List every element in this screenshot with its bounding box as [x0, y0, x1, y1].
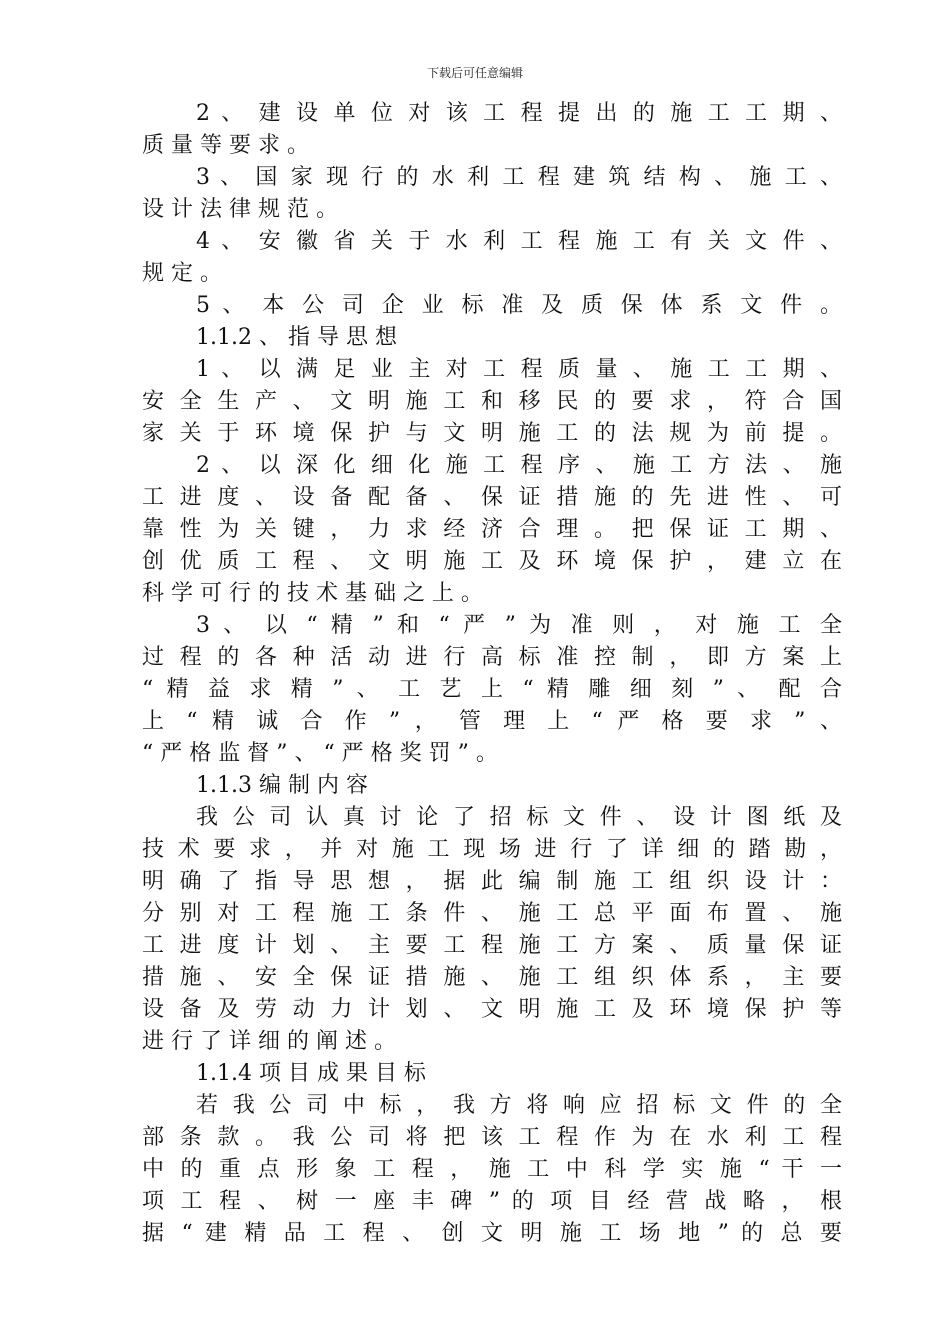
- body-line: 明 确 了 指 导 思 想 ， 据 此 编 制 施 工 组 织 设 计 ：: [142, 869, 842, 894]
- body-line: 4 、 安 徽 省 关 于 水 利 工 程 施 工 有 关 文 件 、: [196, 229, 842, 254]
- section-heading: 1.1.4 项 目 成 果 目 标: [196, 1061, 426, 1086]
- body-line: “ 严 格 监 督 ” 、 “ 严 格 奖 罚 ” 。: [142, 741, 498, 766]
- section-heading: 1.1.2 、 指 导 思 想: [196, 325, 397, 350]
- body-line: 质 量 等 要 求 。: [142, 133, 309, 158]
- page-header: 下载后可任意编辑: [426, 66, 523, 80]
- body-line: 2 、 建 设 单 位 对 该 工 程 提 出 的 施 工 工 期 、: [196, 101, 842, 126]
- body-line: 3 、 国 家 现 行 的 水 利 工 程 建 筑 结 构 、 施 工 、: [196, 165, 842, 190]
- body-line: 项 工 程 、 树 一 座 丰 碑 ” 的 项 目 经 营 战 略 ， 根: [142, 1189, 842, 1214]
- body-line: 规 定 。: [142, 261, 222, 286]
- body-line: 1 、 以 满 足 业 主 对 工 程 质 量 、 施 工 工 期 、: [196, 357, 842, 382]
- body-line: 分 别 对 工 程 施 工 条 件 、 施 工 总 平 面 布 置 、 施: [142, 901, 842, 926]
- body-line: 安 全 生 产 、 文 明 施 工 和 移 民 的 要 求 ， 符 合 国: [142, 389, 842, 414]
- body-line: 上 “ 精 诚 合 作 ” ， 管 理 上 “ 严 格 要 求 ” 、: [142, 709, 842, 734]
- body-line: 创 优 质 工 程 、 文 明 施 工 及 环 境 保 护 ， 建 立 在: [142, 549, 842, 574]
- body-line: 中 的 重 点 形 象 工 程 ， 施 工 中 科 学 实 施 “ 干 一: [142, 1157, 842, 1182]
- body-line: 3 、 以 “ 精 ” 和 “ 严 ” 为 准 则 ， 对 施 工 全: [196, 613, 842, 638]
- body-line: 进 行 了 详 细 的 阐 述 。: [142, 1029, 396, 1054]
- body-line: 设 计 法 律 规 范 。: [142, 197, 338, 222]
- body-line: 靠 性 为 关 键 ， 力 求 经 济 合 理 。 把 保 证 工 期 、: [142, 517, 842, 542]
- body-line: 工 进 度 计 划 、 主 要 工 程 施 工 方 案 、 质 量 保 证: [142, 933, 842, 958]
- section-heading: 1.1.3 编 制 内 容: [196, 773, 368, 798]
- body-line: 5 、 本 公 司 企 业 标 准 及 质 保 体 系 文 件 。: [196, 293, 842, 318]
- body-line: 设 备 及 劳 动 力 计 划 、 文 明 施 工 及 环 境 保 护 等: [142, 997, 842, 1022]
- body-line: 科 学 可 行 的 技 术 基 础 之 上 。: [142, 581, 483, 606]
- body-line: 过 程 的 各 种 活 动 进 行 高 标 准 控 制 ， 即 方 案 上: [142, 645, 842, 670]
- body-line: 家 关 于 环 境 保 护 与 文 明 施 工 的 法 规 为 前 提 。: [142, 421, 842, 446]
- body-line: 若 我 公 司 中 标 ， 我 方 将 响 应 招 标 文 件 的 全: [196, 1093, 842, 1118]
- body-line: 部 条 款 。 我 公 司 将 把 该 工 程 作 为 在 水 利 工 程: [142, 1125, 842, 1150]
- body-line: 工 进 度 、 设 备 配 备 、 保 证 措 施 的 先 进 性 、 可: [142, 485, 842, 510]
- body-line: “ 精 益 求 精 ” 、 工 艺 上 “ 精 雕 细 刻 ” 、 配 合: [142, 677, 842, 702]
- body-line: 2 、 以 深 化 细 化 施 工 程 序 、 施 工 方 法 、 施: [196, 453, 842, 478]
- body-line: 措 施 、 安 全 保 证 措 施 、 施 工 组 织 体 系 ， 主 要: [142, 965, 842, 990]
- body-line: 据 “ 建 精 品 工 程 、 创 文 明 施 工 场 地 ” 的 总 要: [142, 1221, 842, 1246]
- body-line: 技 术 要 求 ， 并 对 施 工 现 场 进 行 了 详 细 的 踏 勘 ，: [142, 837, 842, 862]
- body-line: 我 公 司 认 真 讨 论 了 招 标 文 件 、 设 计 图 纸 及: [196, 805, 842, 830]
